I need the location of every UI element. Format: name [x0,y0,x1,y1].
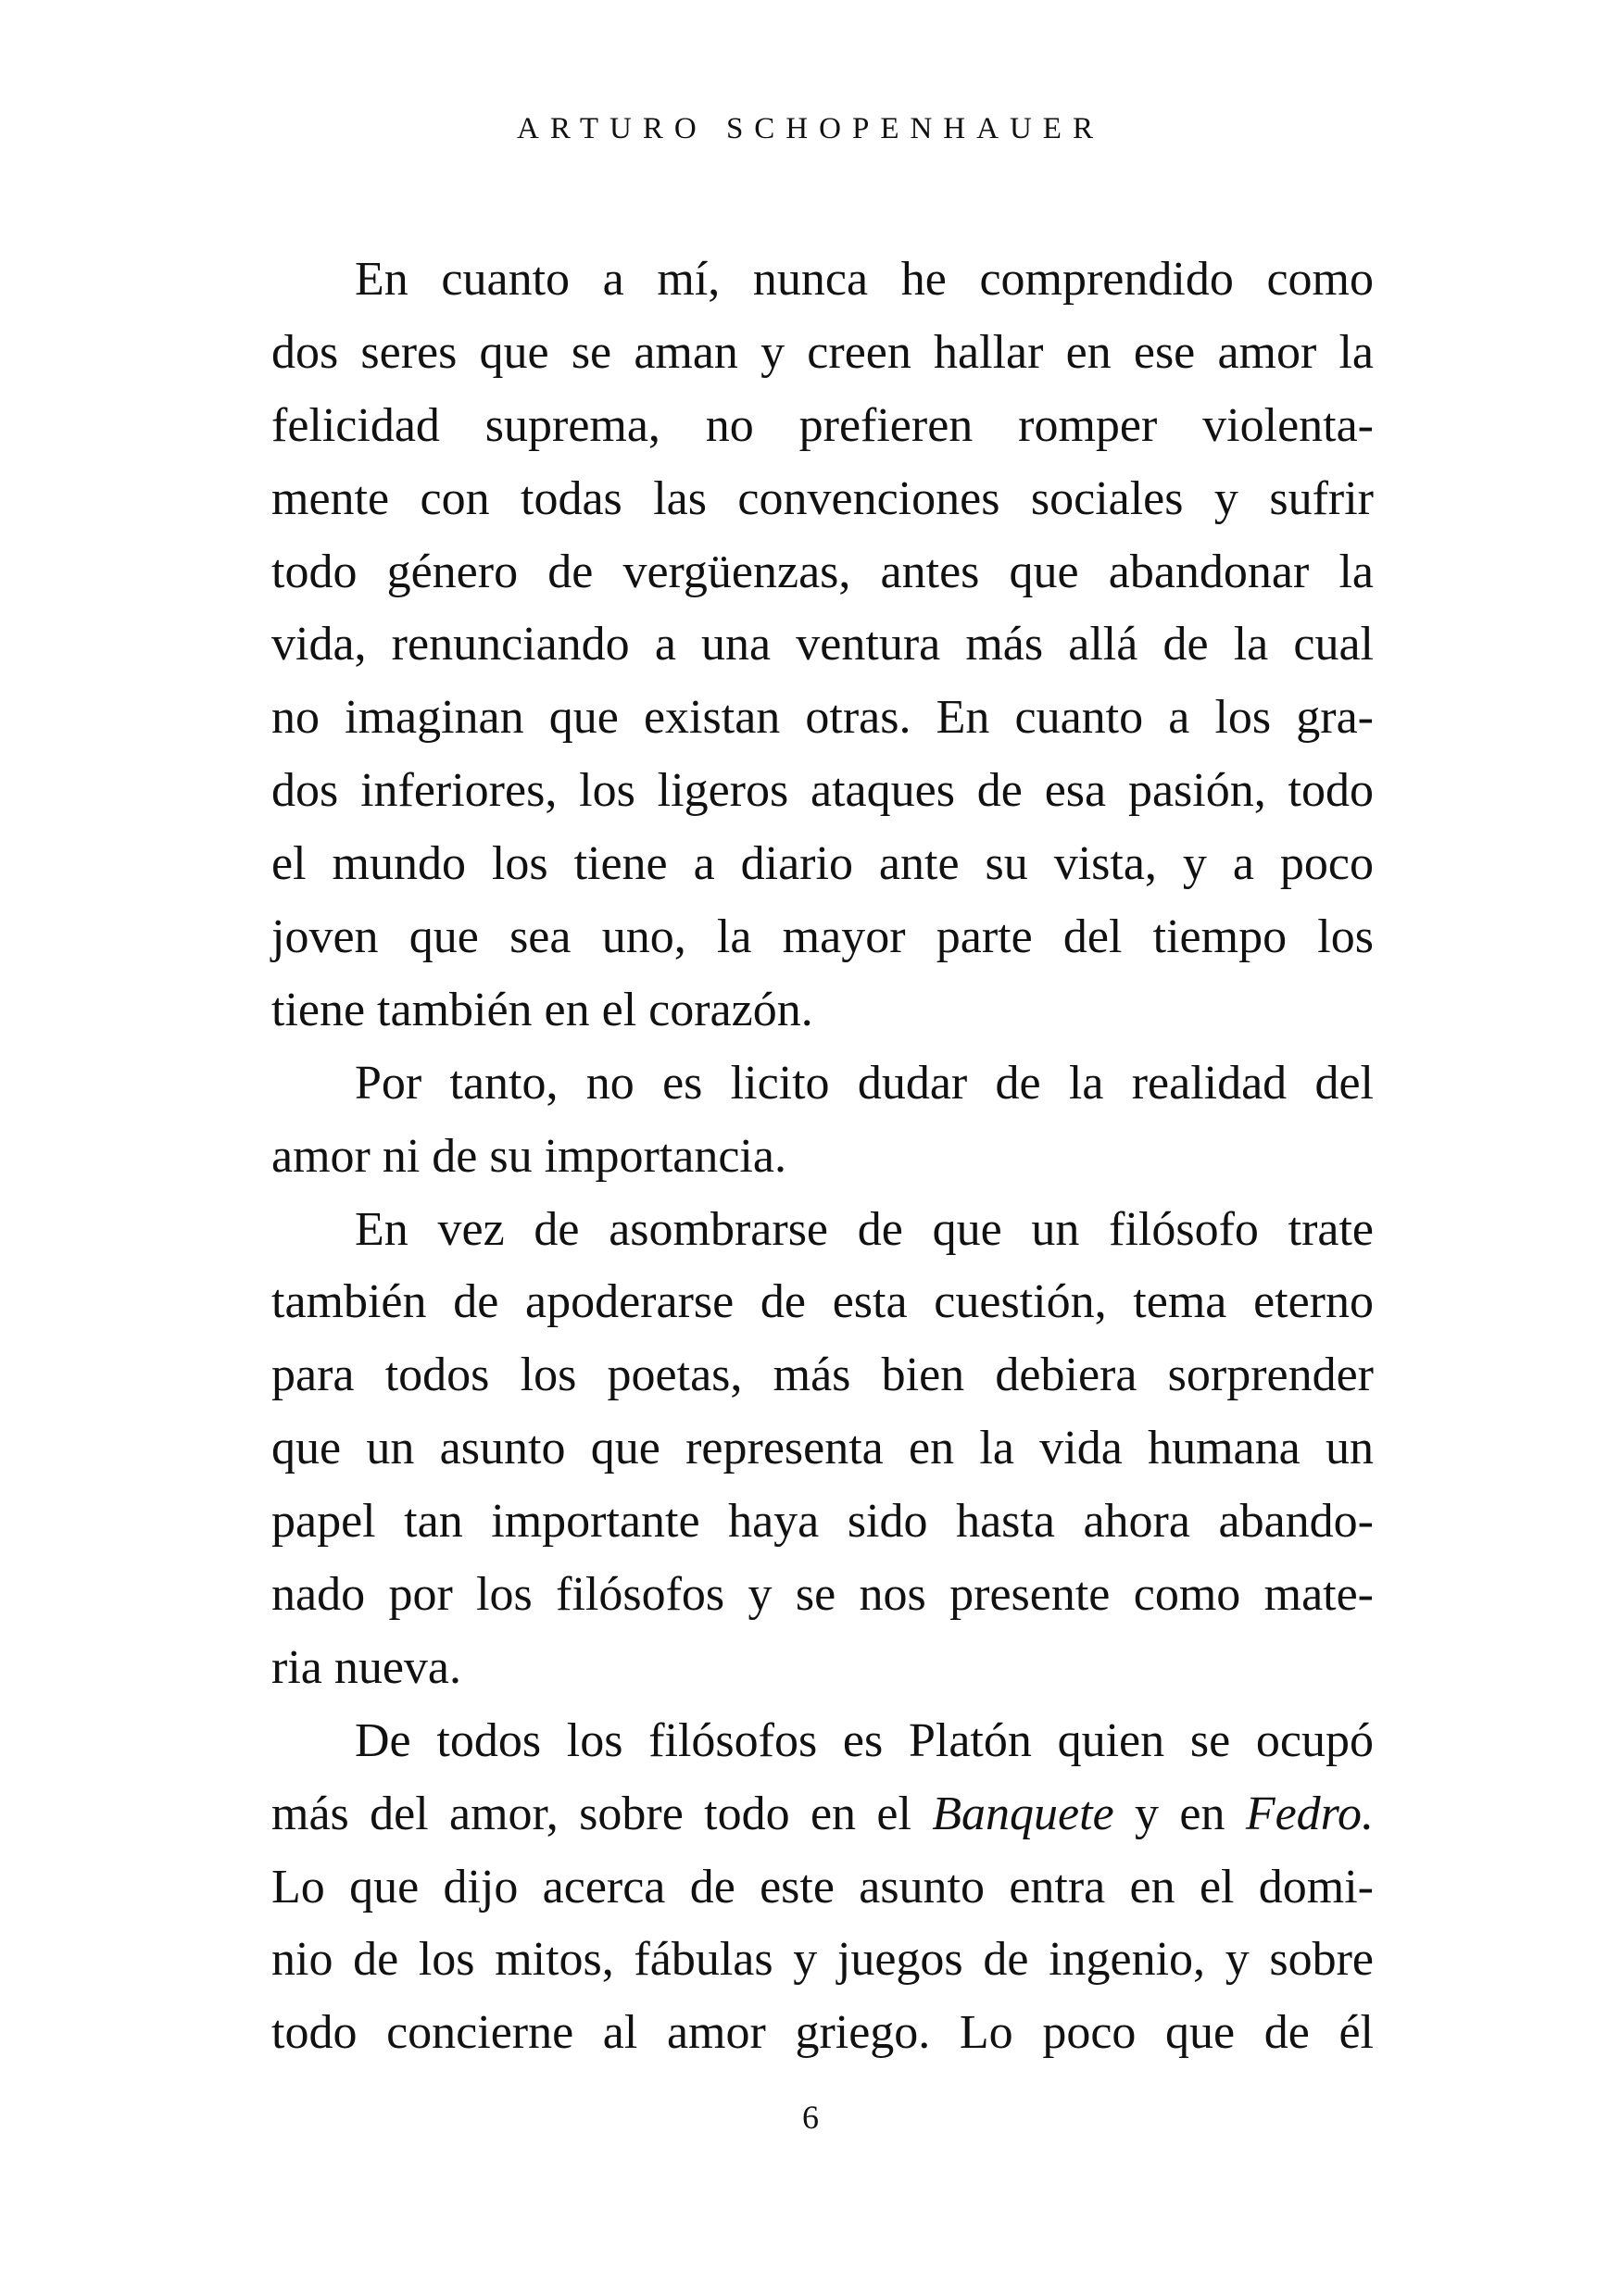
text-line: dos seres que se aman y creen hallar en ese amor la [271,325,1374,379]
text-fragment: y en [1113,1787,1246,1840]
running-head: ARTURO SCHOPENHAUER [517,112,1104,145]
work-title-banquete: Banquete [932,1787,1114,1840]
text-line: joven que sea uno, la mayor parte del tiempo los [271,910,1374,964]
text-line: todo concierne al amor griego. Lo poco que de él [271,2006,1374,2060]
text-line-with-titles [271,1778,1374,1851]
text-line: vida, renunciando a una ventura más allá de la cual [271,618,1374,671]
text-line: también de apoderarse de esta cuestión, tema eterno [271,1275,1374,1329]
page-number: 6 [802,2099,819,2136]
text-line: nado por los filósofos y se nos presente como mate- [271,1568,1374,1622]
text-line: Por tanto, no es licito dudar de la realidad del [355,1056,1374,1110]
body-text [271,244,1374,2070]
text-line: mente con todas las convenciones sociales y sufrir [271,471,1374,525]
text-line: para todos los poetas, más bien debiera sorprender [271,1349,1374,1402]
text-line: nio de los mitos, fábulas y juegos de ingenio, y sobre [271,1933,1374,1987]
text-line: De todos los filósofos es Platón quien se ocupó [355,1713,1374,1767]
text-line: papel tan importante haya sido hasta ahora abando- [271,1495,1374,1549]
text-line: felicidad suprema, no prefieren romper violenta- [271,398,1374,452]
text-line: tiene también en el corazón. [271,983,813,1036]
text-line: En vez de asombrarse de que un filósofo trate [355,1202,1374,1256]
text-line: amor ni de su importancia. [271,1129,786,1183]
text-line: Lo que dijo acerca de este asunto entra en el domi- [271,1860,1374,1913]
text-line: todo género de vergüenzas, antes que abandonar la [271,545,1374,598]
text-line: que un asunto que representa en la vida humana un [271,1422,1374,1475]
text-fragment: más del amor, sobre todo en el [271,1787,933,1840]
text-line: En cuanto a mí, nunca he comprendido como [355,253,1374,306]
text-line: dos inferiores, los ligeros ataques de esa pasión, todo [271,764,1374,818]
text-line: no imaginan que existan otras. En cuanto a los gra- [271,691,1374,745]
text-line: ria nueva. [271,1640,462,1694]
work-title-fedro: Fedro. [1245,1787,1374,1840]
text-line: el mundo los tiene a diario ante su vista, y a poco [271,837,1374,891]
